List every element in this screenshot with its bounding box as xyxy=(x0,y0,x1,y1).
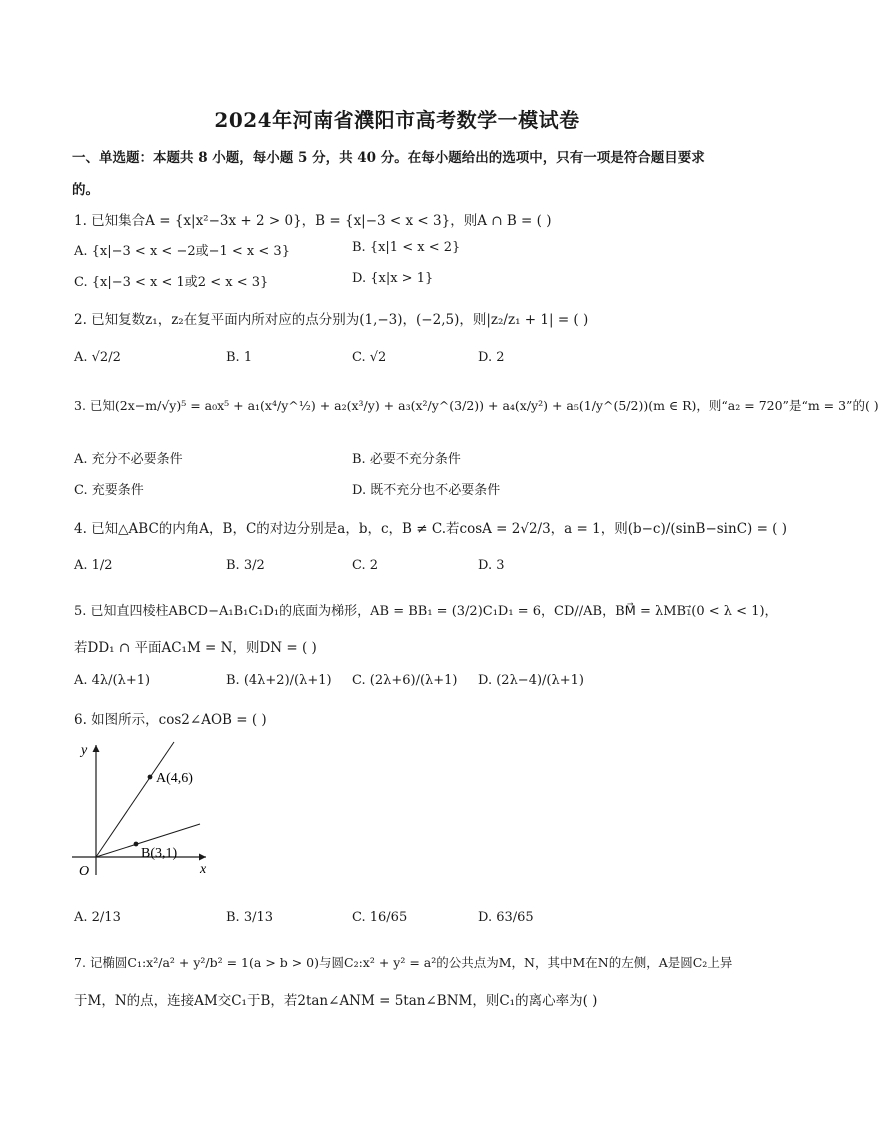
question-3-stem: 3. 已知(2x−m/√y)⁵ = a₀x⁵ + a₁(x⁴/y^½) + a₂(x³/y) + a₃(x²/y^(3/2)) + a₄(x/y²) + a₅(1/y^(5/2))(m ∈ R)，则“a₂ = 720”是“m = 3”的( ) xyxy=(74,398,879,413)
point-b xyxy=(134,842,139,847)
question-2-option-a: A. √2/2 xyxy=(74,350,121,365)
question-7-stem-continued: 于M，N的点，连接AM交C₁于B，若2tan∠ANM = 5tan∠BNM，则C₁的离心率为( ) xyxy=(74,993,598,1009)
question-7-stem: 7. 记椭圆C₁:x²/a² + y²/b² = 1(a > b > 0)与圆C₂:x² + y² = a²的公共点为M，N，其中M在N的左侧，A是圆C₂上异 xyxy=(74,955,733,970)
question-1-option-b: B. {x|1 < x < 2} xyxy=(352,240,461,255)
question-4-option-a: A. 1/2 xyxy=(74,558,113,573)
question-5-stem-continued: 若DD₁ ∩ 平面AC₁M = N，则DN = ( ) xyxy=(74,640,317,656)
question-6-option-b: B. 3/13 xyxy=(226,910,274,925)
question-1-option-a: A. {x|−3 < x < −2或−1 < x < 3} xyxy=(74,244,290,259)
y-axis-label: y xyxy=(81,743,88,758)
question-6-option-a: A. 2/13 xyxy=(74,910,121,925)
question-4-option-c: C. 2 xyxy=(352,558,379,573)
point-a-label: A(4,6) xyxy=(156,771,193,786)
ray-oa xyxy=(96,742,174,857)
coordinate-figure xyxy=(66,735,226,885)
question-5-option-b: B. (4λ+2)/(λ+1) xyxy=(226,673,332,688)
question-6-option-d: D. 63/65 xyxy=(478,910,534,925)
question-4-stem: 4. 已知△ABC的内角A，B，C的对边分别是a，b，c，B ≠ C.若cosA = 2√2/3，a = 1，则(b−c)/(sinB−sinC) = ( ) xyxy=(74,521,788,537)
question-5-option-d: D. (2λ−4)/(λ+1) xyxy=(478,673,584,688)
point-b-label: B(3,1) xyxy=(141,846,178,861)
question-2-option-d: D. 2 xyxy=(478,350,505,365)
question-3-option-a: A. 充分不必要条件 xyxy=(74,452,183,467)
page-title: 2024年河南省濮阳市高考数学一模试卷 xyxy=(214,108,580,132)
question-1-stem: 1. 已知集合A = {x|x²−3x + 2 > 0}，B = {x|−3 < x < 3}，则A ∩ B = ( ) xyxy=(74,213,552,229)
question-4-option-b: B. 3/2 xyxy=(226,558,265,573)
question-5-option-c: C. (2λ+6)/(λ+1) xyxy=(352,673,458,688)
question-6-stem: 6. 如图所示，cos2∠AOB = ( ) xyxy=(74,712,267,728)
question-3-option-d: D. 既不充分也不必要条件 xyxy=(352,483,501,498)
x-axis-label: x xyxy=(200,862,207,877)
question-5-option-a: A. 4λ/(λ+1) xyxy=(74,673,151,688)
point-a xyxy=(148,775,153,780)
question-6-option-c: C. 16/65 xyxy=(352,910,408,925)
question-1-option-c: C. {x|−3 < x < 1或2 < x < 3} xyxy=(74,275,269,290)
question-2-option-c: C. √2 xyxy=(352,350,387,365)
section-header: 一、单选题：本题共 8 小题，每小题 5 分，共 40 分。在每小题给出的选项中，只有一项是符合题目要求 xyxy=(72,150,705,166)
question-1-option-d: D. {x|x > 1} xyxy=(352,271,434,286)
question-3-option-c: C. 充要条件 xyxy=(74,483,144,498)
question-3-option-b: B. 必要不充分条件 xyxy=(352,452,461,467)
question-5-stem: 5. 已知直四棱柱ABCD−A₁B₁C₁D₁的底面为梯形，AB = BB₁ = (3/2)C₁D₁ = 6，CD//AB，BM⃗ = λMB₁⃗(0 < λ < 1)， xyxy=(74,604,778,619)
section-header-continued: 的。 xyxy=(72,182,99,198)
question-2-stem: 2. 已知复数z₁，z₂在复平面内所对应的点分别为(1,−3)，(−2,5)，则|z₂/z₁ + 1| = ( ) xyxy=(74,312,589,328)
question-2-option-b: B. 1 xyxy=(226,350,253,365)
question-4-option-d: D. 3 xyxy=(478,558,505,573)
origin-label: O xyxy=(79,864,90,879)
